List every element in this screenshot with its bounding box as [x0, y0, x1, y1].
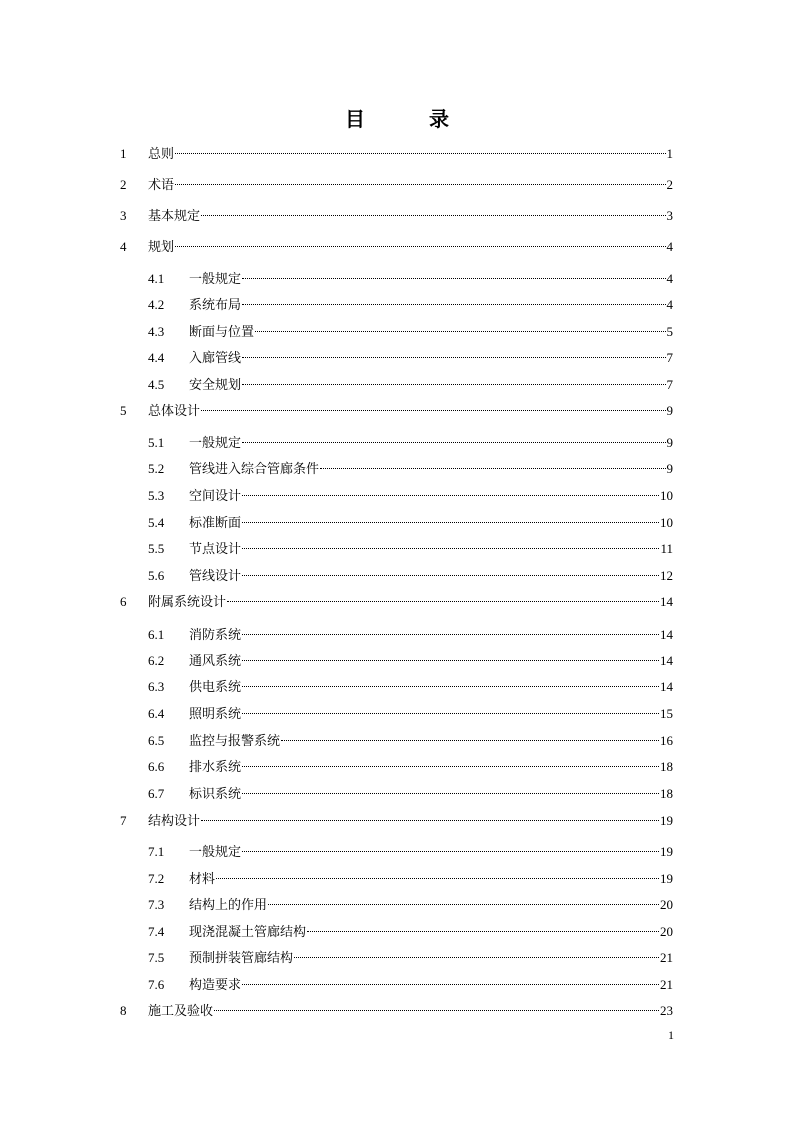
toc-entry-page: 9 [666, 403, 673, 418]
toc-entry[interactable] [0, 974, 794, 996]
dot-leader [242, 304, 665, 305]
toc-entry-page: 11 [660, 541, 673, 556]
toc-entry[interactable] [0, 174, 794, 196]
toc-entry[interactable] [0, 676, 794, 698]
toc-entry-page: 23 [660, 1003, 673, 1018]
toc-entry-number: 5.4 [148, 515, 165, 530]
toc-entry-title: 管线设计 [189, 569, 242, 584]
toc-entry-title: 标准断面 [189, 516, 242, 531]
toc-entry-page: 20 [660, 897, 673, 912]
toc-entry-page: 14 [660, 653, 673, 668]
toc-entry-title: 现浇混凝土管廊结构 [189, 925, 307, 940]
toc-entry[interactable] [0, 538, 794, 560]
toc-entry-number: 4.4 [148, 350, 165, 365]
toc-entry-title: 总则 [148, 147, 175, 162]
toc-entry-page: 10 [660, 515, 673, 530]
toc-entry-number: 3 [120, 208, 127, 223]
toc-entry-page: 21 [660, 977, 673, 992]
toc-entry-page: 7 [666, 350, 673, 365]
toc-entry-page: 12 [660, 568, 673, 583]
toc-entry-number: 7.1 [148, 844, 165, 859]
toc-entry[interactable] [0, 236, 794, 258]
toc-entry-title: 照明系统 [189, 707, 242, 722]
toc-entry-number: 6 [120, 594, 127, 609]
toc-entry[interactable] [0, 921, 794, 943]
toc-entry-number: 4.5 [148, 377, 165, 392]
dot-leader [294, 957, 659, 958]
toc-entry-page: 5 [666, 324, 673, 339]
toc-entry-number: 7.6 [148, 977, 165, 992]
toc-entry-page: 18 [660, 759, 673, 774]
toc-entry-number: 7.4 [148, 924, 165, 939]
toc-entry-page: 20 [660, 924, 673, 939]
toc-entry[interactable] [0, 485, 794, 507]
toc-entry-page: 1 [666, 146, 673, 161]
dot-leader [242, 634, 659, 635]
toc-entry-title: 监控与报警系统 [189, 734, 281, 749]
toc-entry[interactable] [0, 650, 794, 672]
toc-entry-page: 19 [660, 871, 673, 886]
toc-entry-page: 9 [666, 435, 673, 450]
toc-entry[interactable] [0, 730, 794, 752]
dot-leader [175, 153, 665, 154]
toc-entry-page: 9 [666, 461, 673, 476]
toc-entry-page: 7 [666, 377, 673, 392]
toc-entry[interactable] [0, 143, 794, 165]
dot-leader [227, 601, 659, 602]
dot-leader [242, 278, 665, 279]
toc-entry-title: 规划 [148, 240, 175, 255]
dot-leader [242, 495, 659, 496]
toc-entry-title: 术语 [148, 178, 175, 193]
toc-entry-number: 5.2 [148, 461, 165, 476]
toc-entry-page: 19 [660, 844, 673, 859]
toc-entry-number: 7.5 [148, 950, 165, 965]
toc-entry-number: 6.6 [148, 759, 165, 774]
dot-leader [281, 740, 659, 741]
toc-entry-title: 管线进入综合管廊条件 [189, 462, 320, 477]
toc-entry-title: 通风系统 [189, 654, 242, 669]
toc-entry-page: 19 [660, 813, 673, 828]
toc-entry-title: 结构设计 [148, 814, 201, 829]
dot-leader [201, 820, 659, 821]
dot-leader [320, 468, 665, 469]
toc-entry[interactable] [0, 432, 794, 454]
dot-leader [242, 713, 659, 714]
toc-entry[interactable] [0, 947, 794, 969]
toc-entry-title: 施工及验收 [148, 1004, 214, 1019]
toc-entry-number: 6.7 [148, 786, 165, 801]
dot-leader [242, 548, 659, 549]
toc-entry-page: 14 [660, 594, 673, 609]
toc-entry-page: 14 [660, 627, 673, 642]
dot-leader [175, 184, 665, 185]
page-number: 1 [668, 1028, 674, 1042]
toc-entry-page: 21 [660, 950, 673, 965]
dot-leader [242, 766, 659, 767]
toc-entry-title: 材料 [189, 872, 216, 887]
toc-entry-page: 16 [660, 733, 673, 748]
toc-entry[interactable] [0, 783, 794, 805]
dot-leader [307, 931, 659, 932]
toc-entry[interactable] [0, 591, 794, 613]
toc-entry[interactable] [0, 703, 794, 725]
toc-entry-number: 5.3 [148, 488, 165, 503]
toc-entry-number: 1 [120, 146, 127, 161]
page-title: 目 录 [345, 107, 471, 131]
toc-entry[interactable] [0, 321, 794, 343]
toc-entry-title: 基本规定 [148, 209, 201, 224]
toc-entry-title: 结构上的作用 [189, 898, 268, 913]
toc-entry[interactable] [0, 347, 794, 369]
toc-entry-number: 4 [120, 239, 127, 254]
toc-entry-number: 5.1 [148, 435, 165, 450]
toc-entry-page: 18 [660, 786, 673, 801]
toc-entry[interactable] [0, 374, 794, 396]
toc-entry-number: 6.3 [148, 679, 165, 694]
toc-entry-title: 总体设计 [148, 404, 201, 419]
toc-entry-title: 节点设计 [189, 542, 242, 557]
toc-entry-title: 一般规定 [189, 272, 242, 287]
dot-leader [201, 215, 665, 216]
dot-leader [242, 793, 659, 794]
toc-entry-title: 一般规定 [189, 436, 242, 451]
dot-leader [242, 442, 665, 443]
toc-entry-number: 6.4 [148, 706, 165, 721]
dot-leader [242, 660, 659, 661]
toc-entry[interactable] [0, 868, 794, 890]
toc-entry[interactable] [0, 205, 794, 227]
toc-entry-page: 2 [666, 177, 673, 192]
toc-entry-number: 7.3 [148, 897, 165, 912]
toc-entry-page: 4 [666, 297, 673, 312]
toc-entry[interactable] [0, 1000, 794, 1022]
toc-entry-title: 空间设计 [189, 489, 242, 504]
dot-leader [214, 1010, 659, 1011]
toc-entry-title: 供电系统 [189, 680, 242, 695]
toc-entry-title: 构造要求 [189, 978, 242, 993]
dot-leader [216, 878, 659, 879]
dot-leader [201, 410, 665, 411]
toc-entry-number: 6.1 [148, 627, 165, 642]
dot-leader [242, 686, 659, 687]
toc-entry[interactable] [0, 458, 794, 480]
dot-leader [242, 357, 665, 358]
toc-entry[interactable] [0, 756, 794, 778]
toc-entry-page: 15 [660, 706, 673, 721]
dot-leader [242, 984, 659, 985]
toc-entry-number: 8 [120, 1003, 127, 1018]
toc-entry-page: 10 [660, 488, 673, 503]
toc-entry-number: 5.6 [148, 568, 165, 583]
toc-entry-title: 排水系统 [189, 760, 242, 775]
toc-entry-number: 6.2 [148, 653, 165, 668]
toc-entry[interactable] [0, 894, 794, 916]
toc-entry[interactable] [0, 565, 794, 587]
toc-entry-title: 标识系统 [189, 787, 242, 802]
dot-leader [255, 331, 665, 332]
toc-entry-number: 2 [120, 177, 127, 192]
toc-entry[interactable] [0, 268, 794, 290]
toc-entry[interactable] [0, 810, 794, 832]
toc-entry-title: 一般规定 [189, 845, 242, 860]
dot-leader [175, 246, 665, 247]
toc-entry-page: 4 [666, 239, 673, 254]
toc-entry[interactable] [0, 294, 794, 316]
dot-leader [242, 851, 659, 852]
toc-entry-number: 5.5 [148, 541, 165, 556]
toc-entry-page: 4 [666, 271, 673, 286]
dot-leader [268, 904, 659, 905]
toc-entry-number: 7 [120, 813, 127, 828]
toc-entry-number: 4.3 [148, 324, 165, 339]
toc-entry-title: 入廊管线 [189, 351, 242, 366]
toc-entry-title: 安全规划 [189, 378, 242, 393]
toc-entry-title: 预制拼装管廊结构 [189, 951, 294, 966]
toc-entry[interactable] [0, 841, 794, 863]
toc-entry-page: 3 [666, 208, 673, 223]
toc-entry[interactable] [0, 624, 794, 646]
toc-entry-title: 消防系统 [189, 628, 242, 643]
toc-entry[interactable] [0, 512, 794, 534]
toc-entry-title: 附属系统设计 [148, 595, 227, 610]
dot-leader [242, 522, 659, 523]
toc-entry-title: 系统布局 [189, 298, 242, 313]
toc-entry-number: 7.2 [148, 871, 165, 886]
dot-leader [242, 384, 665, 385]
toc-entry-page: 14 [660, 679, 673, 694]
toc-entry-number: 4.1 [148, 271, 165, 286]
toc-entry-number: 4.2 [148, 297, 165, 312]
toc-entry-number: 5 [120, 403, 127, 418]
toc-entry-title: 断面与位置 [189, 325, 255, 340]
dot-leader [242, 575, 659, 576]
toc-entry[interactable] [0, 400, 794, 422]
toc-entry-number: 6.5 [148, 733, 165, 748]
